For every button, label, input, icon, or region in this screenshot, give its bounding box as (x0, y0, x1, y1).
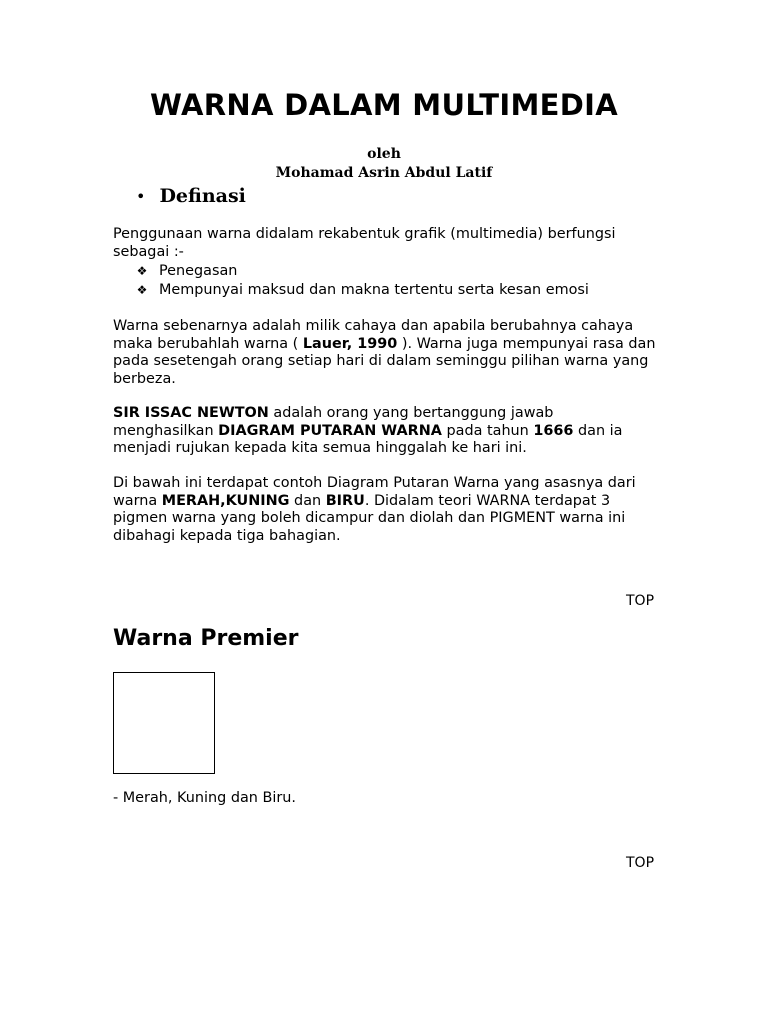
text-run: adalah orang yang bertanggung jawab menghasilkan (113, 405, 554, 439)
paragraph-newton (113, 405, 658, 458)
diamond-bullet-icon: ❖ (136, 264, 148, 278)
name-newton: SIR ISSAC NEWTON (113, 405, 269, 421)
top-link[interactable]: TOP (626, 855, 655, 871)
image-placeholder (113, 672, 215, 774)
term-colors: MERAH,KUNING (161, 492, 290, 509)
text-run: dan ia menjadi rujukan kepada kita semua hinggalah ke hari ini. (113, 422, 623, 456)
text-run: pada tahun (441, 422, 534, 439)
list-item (136, 262, 589, 281)
paragraph-diagram (113, 475, 658, 545)
text-run: Di bawah ini terdapat contoh Diagram Putaran Warna yang asasnya dari warna (113, 475, 636, 509)
bullet-icon: • (136, 186, 146, 206)
section-heading-definasi (136, 185, 246, 207)
byline-author: Mohamad Asrin Abdul Latif (275, 165, 493, 181)
text-run: dan (289, 492, 326, 509)
top-link[interactable]: TOP (626, 593, 655, 609)
citation: Lauer, 1990 (302, 335, 398, 352)
term-diagram: DIAGRAM PUTARAN WARNA (218, 422, 442, 439)
paragraph-cahaya (113, 318, 658, 388)
text-run: Warna sebenarnya adalah milik cahaya dan apabila berubahnya cahaya maka berubahlah warna ( (113, 318, 634, 352)
list-item-text: Mempunyai maksud dan makna tertentu serta kesan emosi (159, 282, 589, 298)
paragraph-intro: Penggunaan warna didalam rekabentuk grafik (multimedia) berfungsi sebagai :- (113, 226, 616, 260)
heading-warna-premier: Warna Premier (113, 626, 299, 651)
section-label: Definasi (159, 185, 246, 207)
year: 1666 (533, 422, 574, 439)
byline-oleh: oleh (367, 146, 401, 162)
text-run: . Didalam teori WARNA terdapat 3 pigmen warna yang boleh dicampur dan diolah dan PIGMENT warna ini dibahagi kepada tiga bahagian. (113, 492, 626, 544)
page-title: WARNA DALAM MULTIMEDIA (150, 88, 618, 122)
term-biru: BIRU (325, 492, 365, 509)
list-item-text: Penegasan (159, 263, 238, 279)
list-item (136, 281, 589, 300)
text-run: ). Warna juga mempunyai rasa dan pada sesetengah orang setiap hari di dalam seminggu pilihan warna yang berbeza. (113, 335, 656, 387)
function-list (136, 262, 589, 300)
image-caption: - Merah, Kuning dan Biru. (113, 790, 296, 806)
diamond-bullet-icon: ❖ (136, 283, 148, 297)
